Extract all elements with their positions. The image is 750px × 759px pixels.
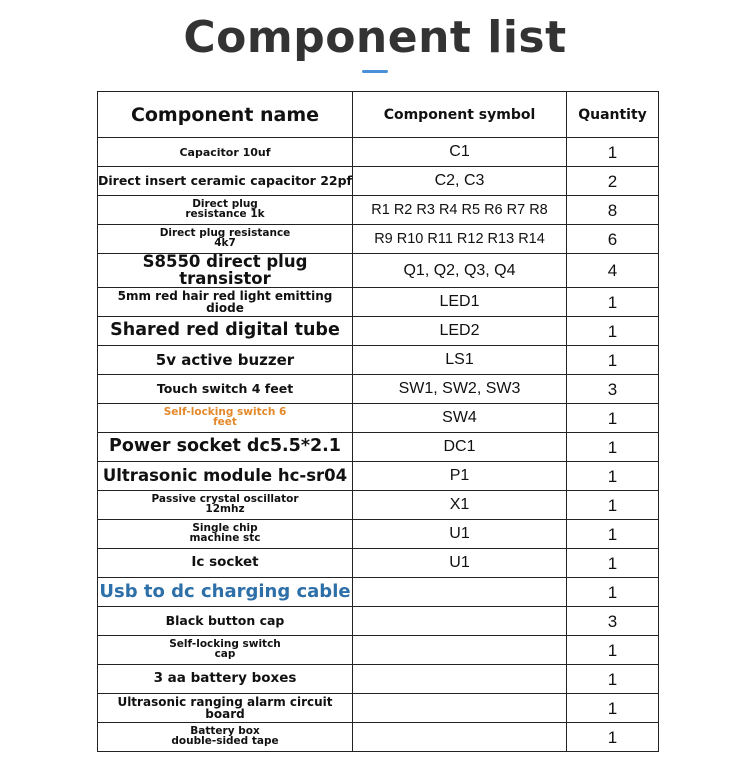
component-symbol: LED1 (353, 288, 567, 317)
table-row (98, 346, 659, 375)
component-name: Direct insert ceramic capacitor 22pf (98, 167, 353, 196)
component-symbol: U1 (353, 520, 567, 549)
component-symbol (353, 578, 567, 607)
component-symbol: X1 (353, 491, 567, 520)
table-row (98, 433, 659, 462)
component-quantity: 1 (567, 317, 659, 346)
component-name: Passive crystal oscillator 12mhz (98, 491, 353, 520)
component-quantity: 1 (567, 288, 659, 317)
component-symbol: Q1, Q2, Q3, Q4 (353, 254, 567, 288)
component-quantity: 1 (567, 694, 659, 723)
component-symbol: R1 R2 R3 R4 R5 R6 R7 R8 (353, 196, 567, 225)
table-row (98, 578, 659, 607)
table-row (98, 375, 659, 404)
component-quantity: 3 (567, 607, 659, 636)
table-row (98, 167, 659, 196)
table-row (98, 549, 659, 578)
component-quantity: 1 (567, 462, 659, 491)
component-symbol: LS1 (353, 346, 567, 375)
table-row (98, 462, 659, 491)
component-quantity: 1 (567, 346, 659, 375)
component-name: Ultrasonic module hc-sr04 (98, 462, 353, 491)
table-row (98, 520, 659, 549)
component-name: Power socket dc5.5*2.1 (98, 433, 353, 462)
component-symbol (353, 665, 567, 694)
header-component-symbol: Component symbol (353, 92, 567, 138)
component-quantity: 1 (567, 723, 659, 752)
component-name: Touch switch 4 feet (98, 375, 353, 404)
table-row (98, 317, 659, 346)
component-symbol: U1 (353, 549, 567, 578)
component-name: Direct plug resistance 4k7 (98, 225, 353, 254)
component-symbol (353, 636, 567, 665)
component-name: Capacitor 10uf (98, 138, 353, 167)
component-name: Single chip machine stc (98, 520, 353, 549)
table-row (98, 288, 659, 317)
component-quantity: 8 (567, 196, 659, 225)
component-name: 5v active buzzer (98, 346, 353, 375)
title-underline (362, 70, 388, 73)
component-symbol: DC1 (353, 433, 567, 462)
component-quantity: 6 (567, 225, 659, 254)
table-row (98, 694, 659, 723)
component-symbol (353, 723, 567, 752)
component-quantity: 1 (567, 578, 659, 607)
component-quantity: 4 (567, 254, 659, 288)
component-symbol: LED2 (353, 317, 567, 346)
component-name: Battery box double-sided tape (98, 723, 353, 752)
header-component-name: Component name (98, 92, 353, 138)
component-name: 5mm red hair red light emitting diode (98, 288, 353, 317)
component-symbol: C1 (353, 138, 567, 167)
component-quantity: 1 (567, 636, 659, 665)
table-row (98, 636, 659, 665)
table-row (98, 225, 659, 254)
component-name: Ultrasonic ranging alarm circuit board (98, 694, 353, 723)
component-name: Self-locking switch 6 feet (98, 404, 353, 433)
table-row (98, 404, 659, 433)
table-row (98, 196, 659, 225)
component-name: S8550 direct plug transistor (98, 254, 353, 288)
component-name: Black button cap (98, 607, 353, 636)
component-name: Usb to dc charging cable (98, 578, 353, 607)
table-row (98, 138, 659, 167)
table-header-row (98, 92, 659, 138)
table-row (98, 491, 659, 520)
component-name: Shared red digital tube (98, 317, 353, 346)
component-quantity: 1 (567, 665, 659, 694)
component-quantity: 2 (567, 167, 659, 196)
component-symbol: R9 R10 R11 R12 R13 R14 (353, 225, 567, 254)
component-symbol: C2, C3 (353, 167, 567, 196)
component-quantity: 1 (567, 549, 659, 578)
component-name: Self-locking switch cap (98, 636, 353, 665)
component-quantity: 1 (567, 520, 659, 549)
table-row (98, 254, 659, 288)
component-quantity: 1 (567, 138, 659, 167)
component-name: Ic socket (98, 549, 353, 578)
header-quantity: Quantity (567, 92, 659, 138)
component-quantity: 1 (567, 491, 659, 520)
component-symbol (353, 607, 567, 636)
table-row (98, 607, 659, 636)
component-symbol (353, 694, 567, 723)
component-quantity: 3 (567, 375, 659, 404)
page-title: Component list (183, 12, 567, 63)
component-symbol: P1 (353, 462, 567, 491)
component-name: Direct plug resistance 1k (98, 196, 353, 225)
component-quantity: 1 (567, 404, 659, 433)
component-symbol: SW1, SW2, SW3 (353, 375, 567, 404)
component-quantity: 1 (567, 433, 659, 462)
table-row (98, 723, 659, 752)
component-table (97, 91, 659, 752)
table-row (98, 665, 659, 694)
component-symbol: SW4 (353, 404, 567, 433)
component-name: 3 aa battery boxes (98, 665, 353, 694)
